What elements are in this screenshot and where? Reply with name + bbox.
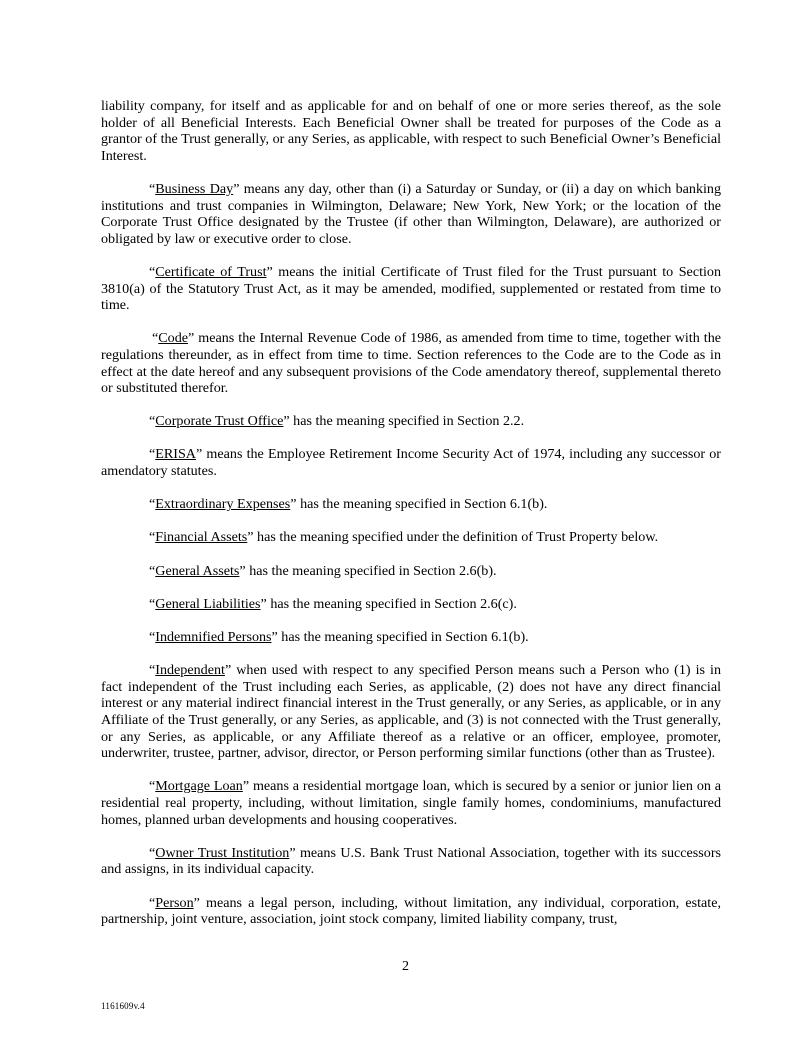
open-quote: “ xyxy=(149,529,156,546)
definition-certificate-of-trust xyxy=(101,264,721,314)
defined-term: General Assets xyxy=(155,562,240,579)
definition-text: ” means the Employee Retirement Income Security Act of 1974, including any successor or amendatory statutes. xyxy=(101,446,721,480)
definition-text: ” has the meaning specified in Section 2.6(b). xyxy=(239,562,497,579)
definition-text: ” means a legal person, including, without limitation, any individual, corporation, estate, partnership, joint venture, association, joint stock company, limited liability company, trust, xyxy=(101,894,721,928)
definition-business-day xyxy=(101,181,721,247)
definition-person xyxy=(101,895,721,928)
defined-term: Financial Assets xyxy=(155,529,248,546)
open-quote: “ xyxy=(149,496,156,513)
definition-extraordinary-expenses xyxy=(101,496,721,513)
definition-financial-assets xyxy=(101,529,721,546)
page-number: 2 xyxy=(401,958,410,974)
defined-term: Extraordinary Expenses xyxy=(155,496,291,513)
defined-term: ERISA xyxy=(155,446,196,463)
definition-text: ” means U.S. Bank Trust National Association, together with its successors and assigns, in its individual capacity. xyxy=(101,844,721,878)
definition-text: ” means any day, other than (i) a Saturday or Sunday, or (ii) a day on which banking institutions and trust companies in Wilmington, Delaware; New York, New York; or the location of the Corporate Trust Office designated by the Trustee (if other than Wilmington, Delaware), are authorized or obligated by law or executive order to close. xyxy=(101,180,722,247)
definition-text: ” has the meaning specified in Section 2.2. xyxy=(283,413,525,430)
defined-term: Owner Trust Institution xyxy=(155,844,290,861)
defined-term: Business Day xyxy=(155,180,234,197)
paragraph-continuation xyxy=(101,98,721,164)
document-id: 1161609v.4 xyxy=(101,1001,145,1011)
defined-term: Independent xyxy=(155,662,225,679)
open-quote: “ xyxy=(149,629,156,645)
open-quote: “ xyxy=(149,662,156,679)
definition-text: ” means a residential mortgage loan, which is secured by a senior or junior lien on a residential real property, including, without limitation, single family homes, condominiums, manufactured homes, planned urban developments and housing cooperatives. xyxy=(101,778,721,828)
open-quote: “ xyxy=(149,413,156,430)
definition-text: ” means the initial Certificate of Trust filed for the Trust pursuant to Section 3810(a) of the Statutory Trust Act, as it may be amended, modified, supplemented or restated from time to time. xyxy=(101,263,721,314)
document-body xyxy=(101,98,721,944)
definition-independent xyxy=(101,662,721,762)
open-quote: “ xyxy=(149,263,156,280)
open-quote: “ xyxy=(149,595,156,612)
defined-term: Indemnified Persons xyxy=(155,629,272,645)
defined-term: Code xyxy=(158,330,189,347)
open-quote: “ xyxy=(149,562,156,579)
open-quote: “ xyxy=(149,844,156,861)
definition-mortgage-loan xyxy=(101,778,721,828)
defined-term: Certificate of Trust xyxy=(155,263,267,280)
definition-general-liabilities xyxy=(101,596,721,613)
definition-text: ” has the meaning specified in Section 2.6(c). xyxy=(260,595,517,612)
definition-erisa xyxy=(101,446,721,479)
definition-text: ” when used with respect to any specified Person means such a Person who (1) is in fact independent of the Trust including each Series, as applicable, (2) does not have any direct financial interest or any material indirect financial interest in the Trust generally, or any Series, as applicable, or in any Affiliate of the Trust generally, or any Series, as applicable, and (3) is not connected with the Trust generally, or any Series, as applicable, or any Affiliate thereof as a relative or an officer, employee, promoter, underwriter, trustee, partner, advisor, director, or Person performing similar functions (other than as Trustee). xyxy=(101,662,721,762)
definition-owner-trust-institution xyxy=(101,845,721,878)
defined-term: Person xyxy=(155,894,194,911)
definition-text: ” means the Internal Revenue Code of 1986, as amended from time to time, together with the regulations thereunder, as in effect from time to time. Section references to the Code are to the Code as in effect at the date hereof and any subsequent provisions of the Code amendatory thereof, supplemental thereto or substituted therefor. xyxy=(101,330,721,397)
open-quote: “ xyxy=(149,180,156,197)
defined-term: General Liabilities xyxy=(155,595,261,612)
paragraph-text: liability company, for itself and as applicable for and on behalf of one or more series thereof, as the sole holder of all Beneficial Interests. Each Beneficial Owner shall be treated for purposes of the Code as a grantor of the Trust generally, or any Series, as applicable, with respect to such Beneficial Owner’s Beneficial Interest. xyxy=(101,98,721,164)
definition-text: ” has the meaning specified in Section 6.1(b). xyxy=(290,496,548,513)
definition-general-assets xyxy=(101,563,721,580)
definition-text: ” has the meaning specified under the definition of Trust Property below. xyxy=(247,529,659,546)
defined-term: Corporate Trust Office xyxy=(155,413,284,430)
definition-corporate-trust-office xyxy=(101,413,721,430)
defined-term: Mortgage Loan xyxy=(155,778,243,795)
open-quote: “ xyxy=(149,894,156,911)
definition-code xyxy=(101,330,721,396)
open-quote: “ xyxy=(149,778,156,795)
definition-text: ” has the meaning specified in Section 6.1(b). xyxy=(271,629,529,645)
definition-indemnified-persons xyxy=(101,629,721,646)
open-quote: “ xyxy=(152,330,159,347)
open-quote: “ xyxy=(149,446,156,463)
